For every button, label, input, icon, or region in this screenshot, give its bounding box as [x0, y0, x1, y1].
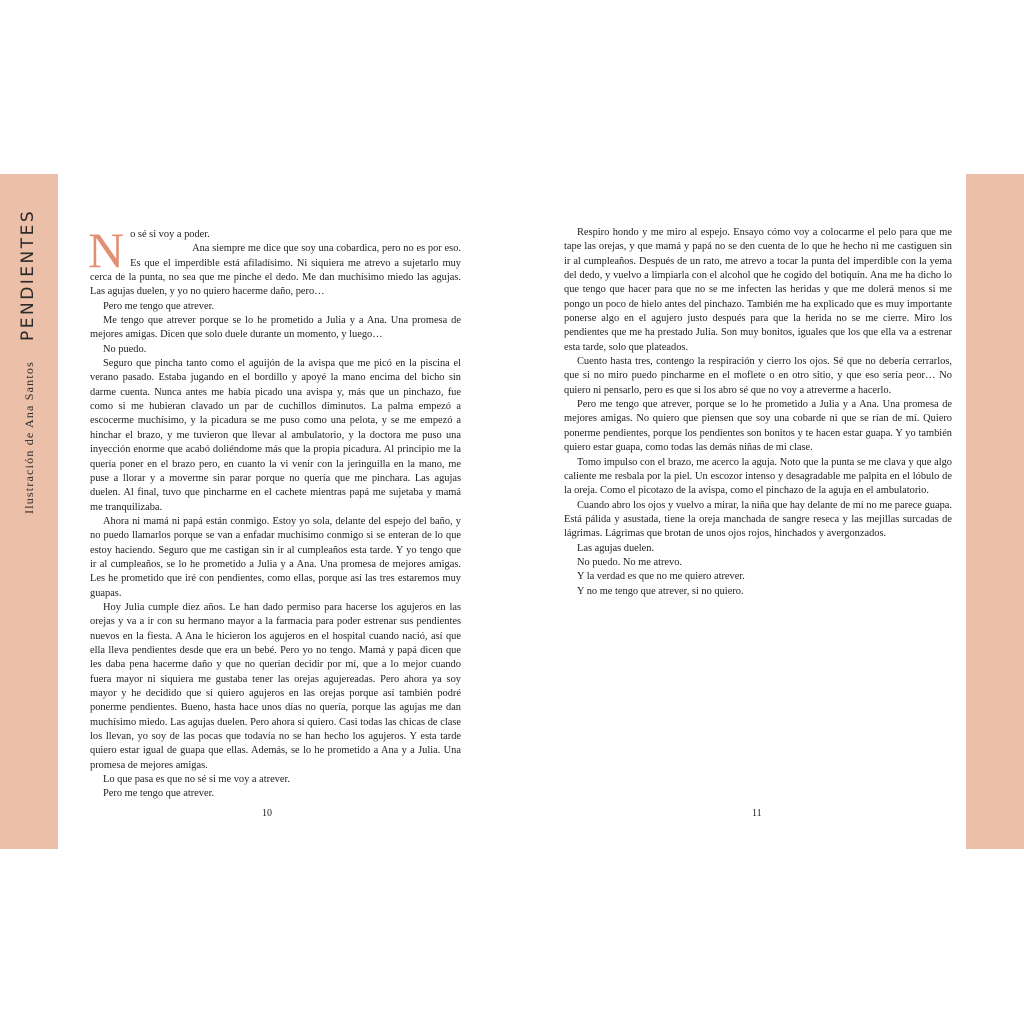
illustration-credit: Ilustración de Ana Santos	[22, 361, 36, 514]
paragraph: Y no me tengo que atrever, si no quiero.	[577, 585, 744, 597]
paragraph: Cuento hasta tres, contengo la respiración y cierro los ojos. Sé que no debería cerrarlos, que si no miro puedo pincharme en el moflete o en otro sitio, y que eso sería peor… No quiero ni pensarlo, pero es que si los abro sé que no voy a atreverme a hacerlo.	[564, 356, 952, 396]
paragraph: Ahora ni mamá ni papá están conmigo. Estoy yo sola, delante del espejo del baño, y no puedo llamarlos porque se van a enfadar muchísimo conmigo si se enteran de lo que estoy haciendo. Seguro que me castigan sin ir al cumpleaños esta tarde. Y yo tengo que ir al cumpleaños, se lo he prometido a Julia y a Ana. Una promesa de mejores amigas. Les he prometido que iré con pendientes, como ellas, porque así las tres estaremos muy guapas.	[90, 515, 461, 599]
paragraph: Las agujas duelen.	[577, 542, 655, 554]
paragraph: No puedo. No me atrevo.	[577, 556, 683, 568]
book-title: PENDIENTES	[18, 208, 38, 342]
left-decorative-band	[0, 174, 58, 849]
right-decorative-band	[966, 174, 1024, 849]
paragraph: No puedo.	[103, 343, 147, 355]
paragraph: Pero me tengo que atrever.	[103, 300, 215, 312]
paragraph: Tomo impulso con el brazo, me acerco la aguja. Noto que la punta se me clava y que algo caliente me resbala por la piel. Un escozor intenso y desagradable me palpita en el lóbulo de la oreja. Como el picotazo de la avispa, como el pinchazo de la aguja en el ambulatorio.	[564, 456, 952, 497]
right-page-text	[564, 226, 952, 599]
paragraph: Hoy Julia cumple diez años. Le han dado permiso para hacerse los agujeros en las orejas y va a ir con su hermano mayor a la farmacia para poder estrenar sus pendientes nuevos en la fiesta. A Ana le hicieron los agujeros en el hospital cuando nació, así que ella lleva pendientes desde que era un bebé. Pero yo no tengo. Mamá y papá dicen que les daba pena hacerme daño y que no querían decidir por mí, que a lo mejor cuando fuera mayor ni siquiera me gustaba tener las orejas agujereadas. Pero ahora ya soy mayor y he decidido que sí quiero agujeros en las orejas porque así también podré ponerme pendientes. Bueno, hasta hace unos días no quería, porque las agujas me dan muchísimo miedo. Las agujas duelen. Pero ahora sí quiero. Casi todas las chicas de clase los llevan, yo soy de las pocas que todavía no se han hecho los agujeros. Y esta tarde quiero estar igual de guapa que ellas. Además, se lo he prometido a Ana y a Julia. Una promesa de mejores amigas.	[90, 601, 461, 771]
paragraph: Seguro que pincha tanto como el aguijón de la avispa que me picó en la piscina el verano pasado. Estaba jugando en el bordillo y apoyé la mano encima del bicho sin darme cuenta. Nunca antes me había picado una avispa y, más que un pinchazo, fue como si me hubieran clavado un par de cuchillos diminutos. La palma empezó a escocerme muchísimo, y la picadura se me puso como una pelota, y se me empezó a hinchar el brazo, y me tuvieron que llevar al ambulatorio, y la doctora me puso una inyección enorme que acabó doliéndome más que la propia picadura. Al principio me la quería poner en el brazo pero, en cuanto la vi venir con la jeringuilla en la mano, me puse a llorar y a moverme sin parar porque no quería que me pinchara. Las agujas duelen. Al final, tuvo que pincharme en el cachete mientras papá me sujetaba y mamá me tranquilizaba.	[90, 358, 461, 513]
vertical-title-block	[10, 174, 46, 514]
paragraph: Pero me tengo que atrever.	[103, 788, 215, 800]
paragraph: Me tengo que atrever porque se lo he prometido a Julia y a Ana. Una promesa de mejores amigas. Dicen que solo duele durante un momento, y luego…	[90, 315, 461, 341]
paragraph: Lo que pasa es que no sé si me voy a atrever.	[103, 774, 290, 786]
book-spread	[0, 174, 1024, 849]
drop-cap: N	[88, 222, 125, 278]
paragraph-text: o sé si voy a poder.	[130, 229, 210, 240]
page-number-right: 11	[752, 808, 762, 819]
paragraph: Ana siempre me dice que soy una cobardica, pero no es por eso. Es que el imperdible está afiladísimo. Ni siquiera me atrevo a sujetarlo muy cerca de la punta, no sea que me pinche el dedo. Me dan muchísimo miedo las agujas. Las agujas duelen, y yo no quiero hacerme daño, pero…	[90, 243, 461, 298]
left-page-text	[88, 222, 461, 802]
paragraph: Pero me tengo que atrever, porque se lo he prometido a Julia y a Ana. Una promesa de mejores amigas. No quiero que piensen que soy una cobarde ni que se rían de mí. Quiero ponerme pendientes, porque los pendientes son bonitos y te hacen estar guapa. Y yo también quiero estar guapa, como todas las demás niñas de mi clase.	[564, 399, 952, 454]
paragraph: Cuando abro los ojos y vuelvo a mirar, la niña que hay delante de mí no me parece guapa. Está pálida y asustada, tiene la oreja manchada de sangre reseca y las mejillas surcadas de lágrimas. Lágrimas que brotan de unos ojos rojos, hinchados y avergonzados.	[564, 499, 952, 540]
paragraph: Y la verdad es que no me quiero atrever.	[577, 571, 745, 583]
page-number-left: 10	[262, 808, 272, 819]
paragraph: Respiro hondo y me miro al espejo. Ensayo cómo voy a colocarme el pelo para que me tape las orejas, y que mamá y papá no se den cuenta de lo que he hecho ni me castiguen sin ir al cumpleaños. Después de un rato, me atrevo a tocar la punta del imperdible con la yema del dedo, y vuelvo a limpiarla con el alcohol que he cogido del botiquín. Ana me ha dicho lo que tengo que hacer para que no se me infecten las heridas y que me dolerá menos si me pongo un poco de hielo antes del pinchazo. También me ha explicado que es muy importante ponerse algo en el agujero justo después para que la herida no se me cierre. Miro los pendientes que me ha prestado Julia. Son muy bonitos, iguales que los que ella va a estrenar esta tarde, solo que plateados.	[564, 227, 952, 353]
